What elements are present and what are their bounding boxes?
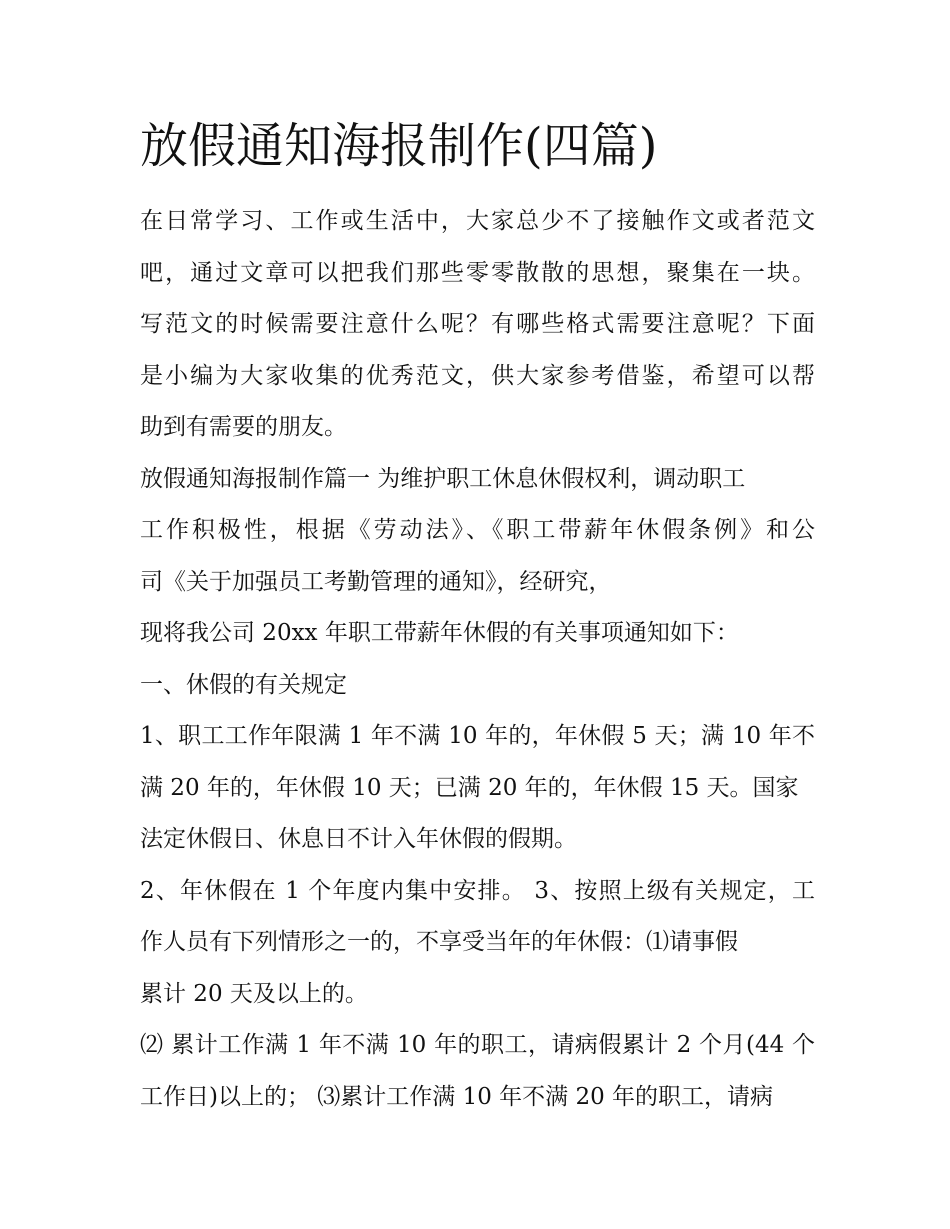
text-line: ⑵ 累计工作满 1 年不满 10 年的职工，请病假累计 2 个月(44 个 [140,1032,815,1058]
document-title: 放假通知海报制作(四篇) [140,118,658,174]
text-line: 法定休假日、休息日不计入年休假的假期。 [140,826,577,852]
text-line: 作人员有下列情形之一的，不享受当年的年休假：⑴请事假 [140,929,738,955]
paragraph [140,1020,815,1123]
paragraph [140,608,815,660]
text-line: 是小编为大家收集的优秀范文，供大家参考借鉴，希望可以帮 [140,362,815,389]
text-line: 吧，通过文章可以把我们那些零零散散的思想，聚集在一块。 [140,259,815,286]
text-line: 满 20 年的，年休假 10 天；已满 20 年的，年休假 15 天。国家 [140,774,799,801]
text-line: 1、职工工作年限满 1 年不满 10 年的，年休假 5 天；满 10 年不 [140,723,815,749]
document-body [140,196,815,1123]
text-line: 工作日)以上的； ⑶累计工作满 10 年不满 20 年的职工，请病 [140,1083,774,1110]
paragraph [140,866,815,1021]
text-line: 司《关于加强员工考勤管理的通知》，经研究， [140,568,612,595]
text-line: 工作积极性，根据《劳动法》、《职工带薪年休假条例》和公 [140,517,815,543]
text-line: 放假通知海报制作篇一 为维护职工休息休假权利，调动职工 [140,465,746,492]
paragraph [140,711,815,866]
text-line: 助到有需要的朋友。 [140,414,347,440]
text-line: 2、年休假在 1 个年度内集中安排。 3、按照上级有关规定，工 [140,877,815,904]
text-line: 累计 20 天及以上的。 [140,980,368,1007]
text-line: 现将我公司 20xx 年职工带薪年休假的有关事项通知如下： [140,620,739,646]
text-line: 一、休假的有关规定 [140,671,347,698]
text-line: 写范文的时候需要注意什么呢？有哪些格式需要注意呢？下面 [140,311,815,337]
paragraph [140,196,815,454]
paragraph [140,454,815,609]
paragraph [140,660,815,712]
text-line: 在日常学习、工作或生活中，大家总少不了接触作文或者范文 [140,208,815,234]
